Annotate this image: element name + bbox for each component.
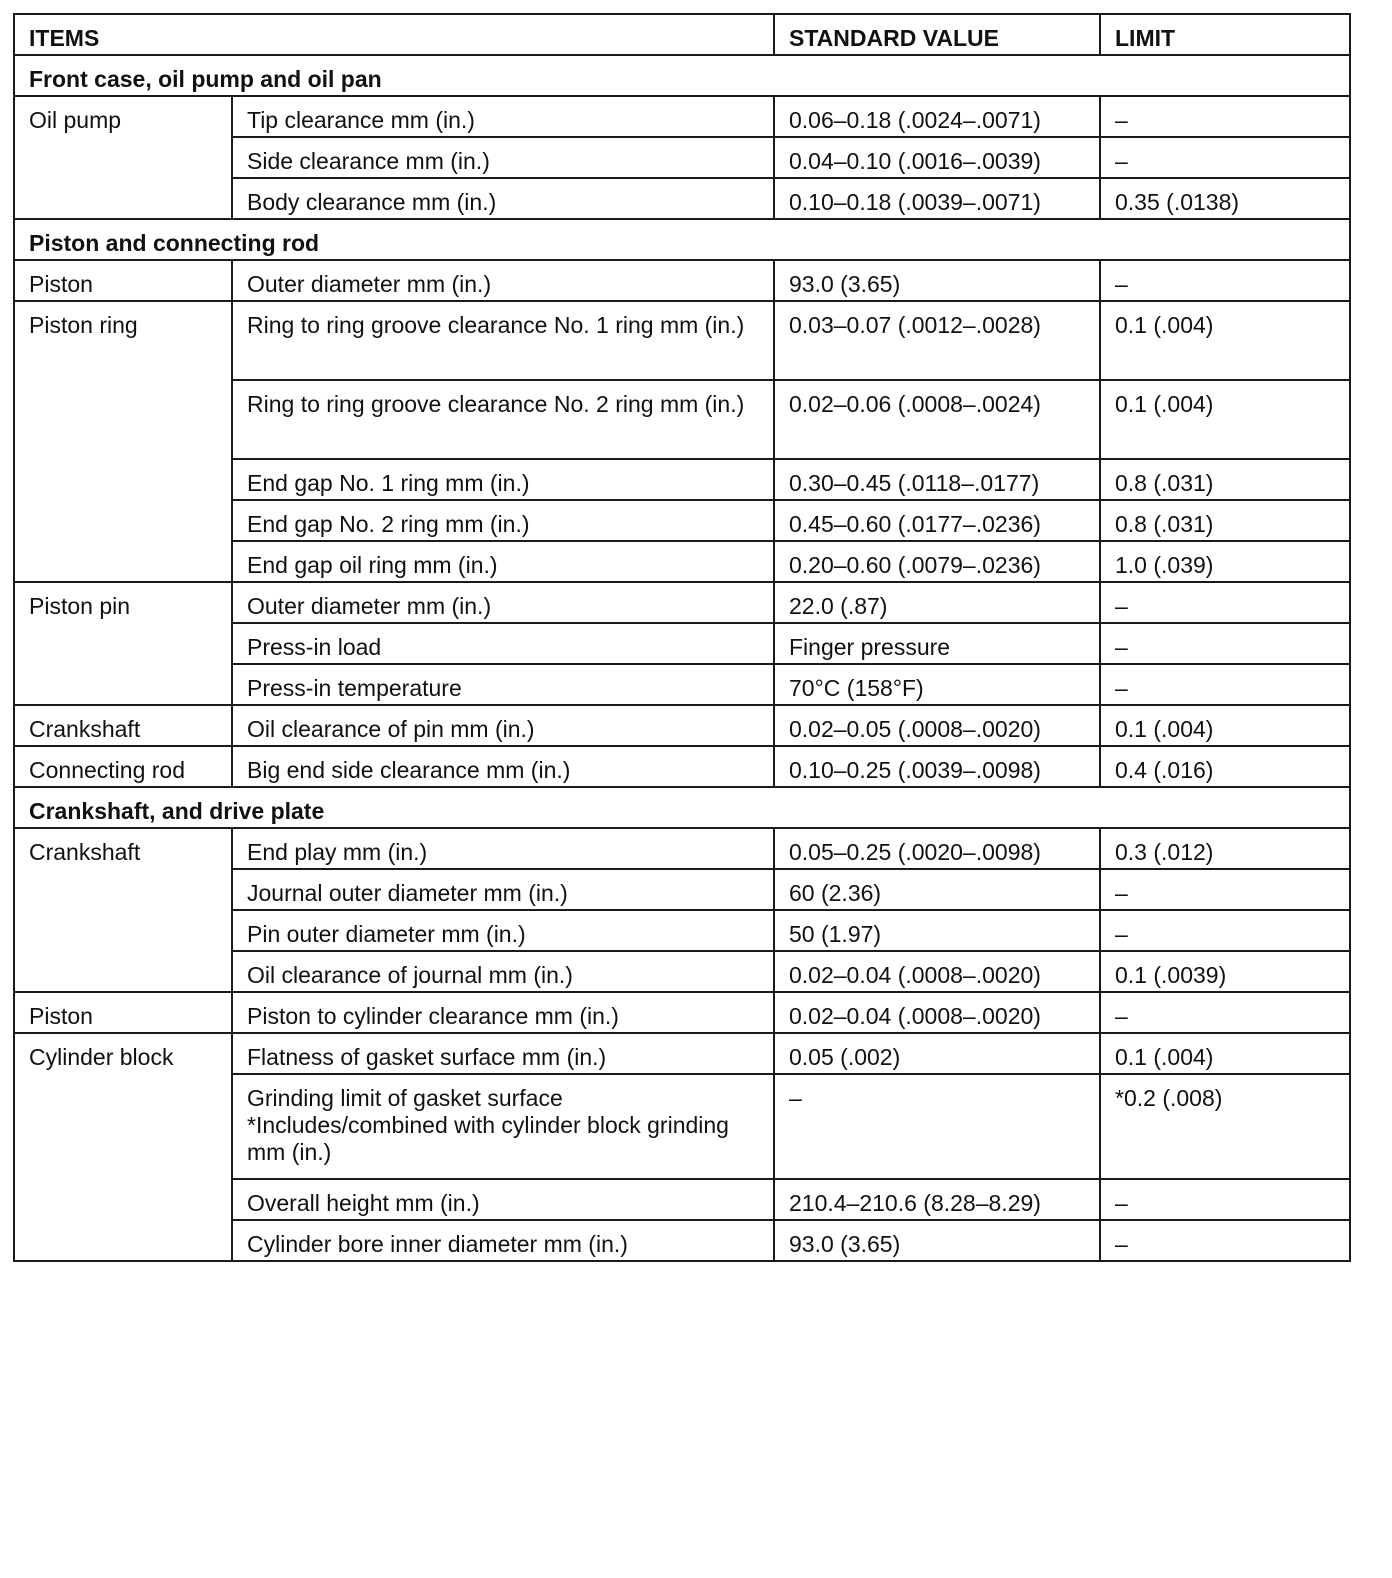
header-limit: LIMIT: [1100, 14, 1350, 55]
limit-cell: 0.1 (.0039): [1100, 951, 1350, 992]
standard-cell: 0.02–0.05 (.0008–.0020): [774, 705, 1100, 746]
limit-cell: 0.4 (.016): [1100, 746, 1350, 787]
desc-cell: End play mm (in.): [232, 828, 774, 869]
standard-cell: 0.10–0.18 (.0039–.0071): [774, 178, 1100, 219]
desc-cell: Outer diameter mm (in.): [232, 582, 774, 623]
desc-cell: Flatness of gasket surface mm (in.): [232, 1033, 774, 1074]
item-cell: Crankshaft: [14, 705, 232, 746]
desc-cell: Ring to ring groove clearance No. 1 ring mm (in.): [232, 301, 774, 380]
limit-cell: 0.35 (.0138): [1100, 178, 1350, 219]
section-title: Crankshaft, and drive plate: [14, 787, 1350, 828]
desc-cell: Oil clearance of journal mm (in.): [232, 951, 774, 992]
desc-cell: Side clearance mm (in.): [232, 137, 774, 178]
table-row: [14, 705, 1350, 746]
desc-cell: Overall height mm (in.): [232, 1179, 774, 1220]
limit-cell: 0.8 (.031): [1100, 500, 1350, 541]
standard-cell: 0.02–0.04 (.0008–.0020): [774, 951, 1100, 992]
section-title: Front case, oil pump and oil pan: [14, 55, 1350, 96]
desc-cell: Oil clearance of pin mm (in.): [232, 705, 774, 746]
standard-cell: 0.06–0.18 (.0024–.0071): [774, 96, 1100, 137]
limit-cell: –: [1100, 869, 1350, 910]
item-cell: Piston pin: [14, 582, 232, 705]
standard-cell: 0.02–0.04 (.0008–.0020): [774, 992, 1100, 1033]
item-cell: Piston ring: [14, 301, 232, 582]
standard-cell: 50 (1.97): [774, 910, 1100, 951]
header-row: [14, 14, 1350, 55]
item-cell: Piston: [14, 992, 232, 1033]
standard-cell: 93.0 (3.65): [774, 260, 1100, 301]
desc-footnote: *Includes/combined with cylinder block grinding mm (in.): [247, 1112, 729, 1165]
item-cell: Piston: [14, 260, 232, 301]
limit-cell: 0.1 (.004): [1100, 1033, 1350, 1074]
desc-cell: End gap oil ring mm (in.): [232, 541, 774, 582]
limit-cell: –: [1100, 910, 1350, 951]
desc-cell: End gap No. 2 ring mm (in.): [232, 500, 774, 541]
desc-line: Grinding limit of gasket surface: [247, 1085, 563, 1111]
desc-cell: Piston to cylinder clearance mm (in.): [232, 992, 774, 1033]
limit-cell: 0.1 (.004): [1100, 301, 1350, 380]
section-row: [14, 787, 1350, 828]
section-row: [14, 55, 1350, 96]
standard-cell: Finger pressure: [774, 623, 1100, 664]
table-row: [14, 301, 1350, 380]
table-row: [14, 582, 1350, 623]
header-items: ITEMS: [14, 14, 774, 55]
standard-cell: 0.10–0.25 (.0039–.0098): [774, 746, 1100, 787]
limit-cell: 0.8 (.031): [1100, 459, 1350, 500]
standard-cell: 60 (2.36): [774, 869, 1100, 910]
limit-cell: –: [1100, 664, 1350, 705]
desc-cell: Journal outer diameter mm (in.): [232, 869, 774, 910]
standard-cell: 0.05 (.002): [774, 1033, 1100, 1074]
desc-cell: Pin outer diameter mm (in.): [232, 910, 774, 951]
limit-cell: –: [1100, 137, 1350, 178]
standard-cell: 22.0 (.87): [774, 582, 1100, 623]
limit-cell: –: [1100, 992, 1350, 1033]
limit-cell: –: [1100, 582, 1350, 623]
spec-table: [13, 13, 1351, 1262]
limit-cell: –: [1100, 1220, 1350, 1261]
table-row: [14, 1033, 1350, 1074]
limit-cell: *0.2 (.008): [1100, 1074, 1350, 1179]
standard-cell: 0.03–0.07 (.0012–.0028): [774, 301, 1100, 380]
limit-cell: –: [1100, 260, 1350, 301]
desc-cell: Outer diameter mm (in.): [232, 260, 774, 301]
desc-cell: End gap No. 1 ring mm (in.): [232, 459, 774, 500]
standard-cell: 0.02–0.06 (.0008–.0024): [774, 380, 1100, 459]
limit-cell: –: [1100, 1179, 1350, 1220]
item-cell: Connecting rod: [14, 746, 232, 787]
desc-cell: Cylinder bore inner diameter mm (in.): [232, 1220, 774, 1261]
section-row: [14, 219, 1350, 260]
desc-cell: Big end side clearance mm (in.): [232, 746, 774, 787]
standard-cell: 0.30–0.45 (.0118–.0177): [774, 459, 1100, 500]
item-cell: Crankshaft: [14, 828, 232, 992]
desc-cell: Press-in temperature: [232, 664, 774, 705]
desc-cell: Tip clearance mm (in.): [232, 96, 774, 137]
limit-cell: 0.3 (.012): [1100, 828, 1350, 869]
limit-cell: –: [1100, 96, 1350, 137]
desc-cell: Body clearance mm (in.): [232, 178, 774, 219]
desc-cell: Press-in load: [232, 623, 774, 664]
table-row: [14, 260, 1350, 301]
section-title: Piston and connecting rod: [14, 219, 1350, 260]
table-row: [14, 828, 1350, 869]
item-cell: Cylinder block: [14, 1033, 232, 1261]
spec-sheet: [13, 13, 1351, 1262]
standard-cell: 0.20–0.60 (.0079–.0236): [774, 541, 1100, 582]
table-row: [14, 96, 1350, 137]
standard-cell: –: [774, 1074, 1100, 1179]
limit-cell: 0.1 (.004): [1100, 380, 1350, 459]
limit-cell: –: [1100, 623, 1350, 664]
standard-cell: 0.05–0.25 (.0020–.0098): [774, 828, 1100, 869]
limit-cell: 1.0 (.039): [1100, 541, 1350, 582]
limit-cell: 0.1 (.004): [1100, 705, 1350, 746]
desc-cell: Ring to ring groove clearance No. 2 ring mm (in.): [232, 380, 774, 459]
standard-cell: 70°C (158°F): [774, 664, 1100, 705]
standard-cell: 210.4–210.6 (8.28–8.29): [774, 1179, 1100, 1220]
header-standard-value: STANDARD VALUE: [774, 14, 1100, 55]
item-cell: Oil pump: [14, 96, 232, 219]
table-row: [14, 992, 1350, 1033]
standard-cell: 0.04–0.10 (.0016–.0039): [774, 137, 1100, 178]
standard-cell: 93.0 (3.65): [774, 1220, 1100, 1261]
table-row: [14, 746, 1350, 787]
desc-cell: [232, 1074, 774, 1179]
standard-cell: 0.45–0.60 (.0177–.0236): [774, 500, 1100, 541]
